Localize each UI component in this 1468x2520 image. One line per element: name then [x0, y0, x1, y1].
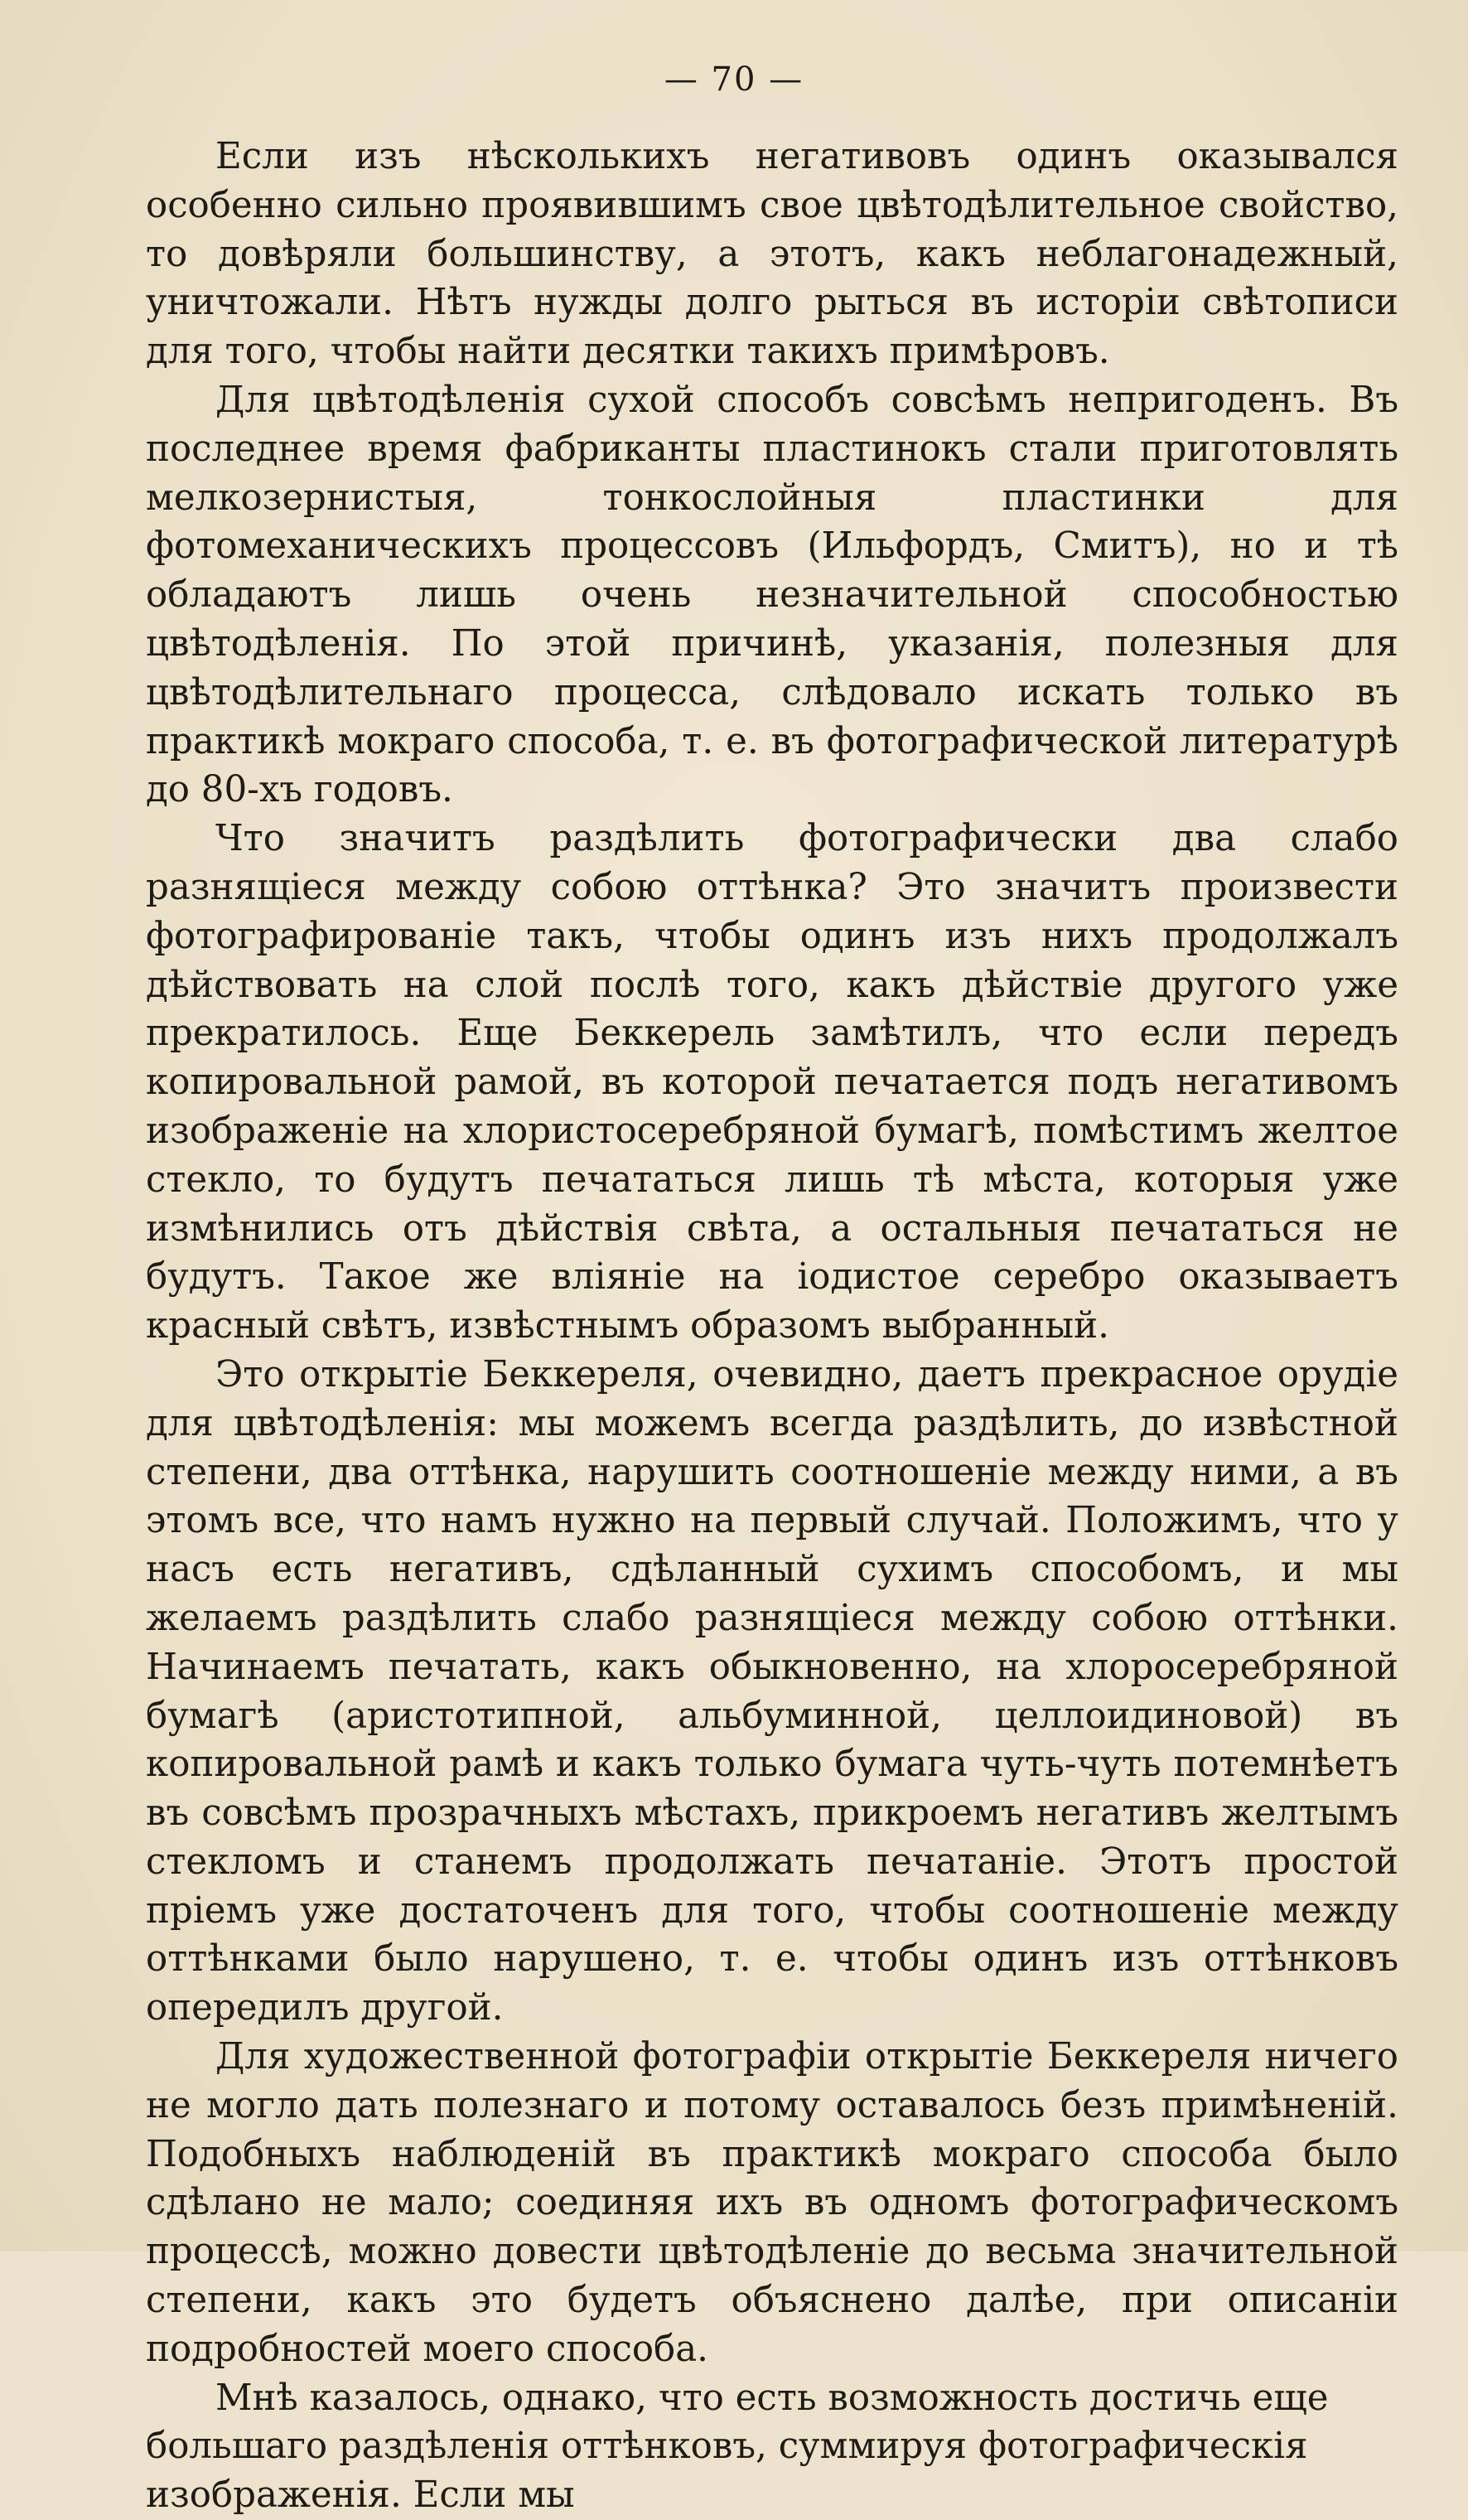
paragraph-3: Что значитъ раздѣлить фотографически два слабо разнящіеся между собою оттѣнка? Это значитъ произвести фотографированіе такъ, чтобы одинъ изъ нихъ продолжалъ дѣйствовать на слой послѣ того, какъ дѣйствіе другого уже прекратилось. Еще Беккерель замѣтилъ, что если передъ копировальной рамой, въ которой печатается подъ негативомъ изображеніе на хлористосеребряной бумагѣ, помѣстимъ желтое стекло, то будутъ печататься лишь тѣ мѣста, которыя уже измѣнились отъ дѣйствія свѣта, а остальныя печататься не будутъ. Такое же вліяніе на іодистое серебро оказываетъ красный свѣтъ, извѣстнымъ образомъ выбранный.: [146, 818, 1398, 1347]
paragraph-2: Для цвѣтодѣленія сухой способъ совсѣмъ непригоденъ. Въ последнее время фабриканты пластинокъ стали приготовлять мелкозернистыя, тонкослойныя пластинки для фотомеханическихъ процессовъ (Ильфордъ, Смитъ), но и тѣ обладаютъ лишь очень незначительной способностью цвѣтодѣленія. По этой причинѣ, указанія, полезныя для цвѣтодѣлительнаго процесса, слѣдовало искать только въ практикѣ мокраго способа, т. е. въ фотографической литературѣ до 80-хъ годовъ.: [146, 379, 1398, 811]
page-number: — 70 —: [664, 60, 804, 99]
paragraph-5: Для художественной фотографіи открытіе Беккереля ничего не могло дать полезнаго и потому оставалось безъ примѣненій. Подобныхъ наблюденій въ практикѣ мокраго способа было сдѣлано не мало; соединяя ихъ въ одномъ фотографическомъ процессѣ, можно довести цвѣтодѣленіе до весьма значительной степени, какъ это будетъ объяснено далѣе, при описаніи подробностей моего способа.: [146, 2036, 1398, 2370]
paragraph-6: Мнѣ казалось, однако, что есть возможность достичь еще большаго раздѣленія оттѣнковъ, суммируя фотографическія изображенія. Если мы: [146, 2377, 1329, 2517]
paragraph-1: Если изъ нѣсколькихъ негативовъ одинъ оказывался особенно сильно проявившимъ свое цвѣтодѣлительное свойство, то довѣряли большинству, а этотъ, какъ неблагонадежный, уничтожали. Нѣтъ нужды долго рыться въ исторіи свѣтописи для того, чтобы найти десятки такихъ примѣровъ.: [146, 136, 1398, 373]
body-text: [146, 133, 1398, 2520]
paragraph-4: Это открытіе Беккереля, очевидно, даетъ прекрасное орудіе для цвѣтодѣленія: мы можемъ всегда раздѣлить, до извѣстной степени, два оттѣнка, нарушить соотношеніе между ними, а въ этомъ все, что намъ нужно на первый случай. Положимъ, что у насъ есть негативъ, сдѣланный сухимъ способомъ, и мы желаемъ раздѣлить слабо разнящіеся между собою оттѣнки. Начинаемъ печатать, какъ обыкновенно, на хлоросеребряной бумагѣ (аристотипной, альбуминной, целлоидиновой) въ копировальной рамѣ и какъ только бумага чуть-чуть потемнѣетъ въ совсѣмъ прозрачныхъ мѣстахъ, прикроемъ негативъ желтымъ стекломъ и станемъ продолжать печатаніе. Этотъ простой пріемъ уже достаточенъ для того, чтобы соотношеніе между оттѣнками было нарушено, т. е. чтобы одинъ изъ оттѣнковъ опередилъ другой.: [146, 1353, 1398, 2029]
